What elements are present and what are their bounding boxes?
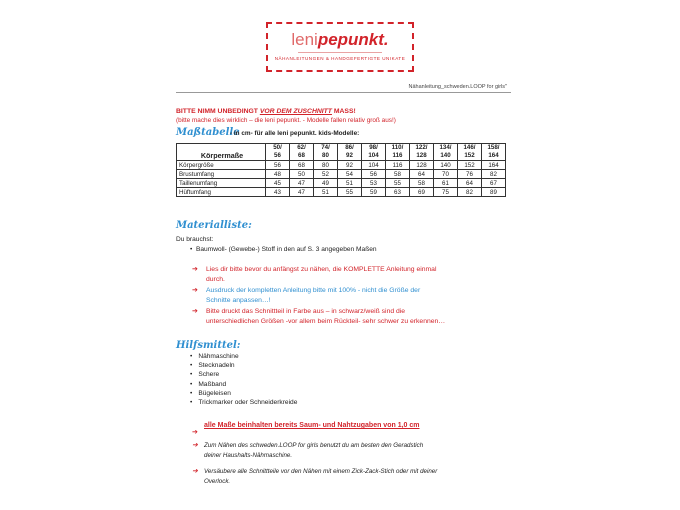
arrow-icon: ➔ — [192, 308, 198, 315]
arrow-icon: ➔ — [192, 287, 198, 294]
table-cell: 82 — [482, 170, 506, 179]
table-cell: 76 — [458, 170, 482, 179]
tip-overlock — [192, 467, 512, 486]
arrow-icon: ➔ — [192, 429, 198, 436]
tip-line: Zum Nähen des schweden.LOOP for girls benutzt du am besten den Geradstich — [204, 442, 424, 449]
logo-tagline: NÄHANLEITUNGEN & HANDGEFERTIGTE UNIKATE — [274, 56, 406, 61]
table-cell: 104 — [362, 161, 386, 170]
size-col-header: 134/ — [434, 144, 458, 153]
size-header-row-top — [177, 144, 506, 153]
table-cell: 48 — [266, 170, 290, 179]
table-cell: 45 — [266, 179, 290, 188]
arrow-icon: ➔ — [192, 266, 198, 273]
bullet-icon: • — [190, 246, 196, 253]
row-label: Hüftumfang — [177, 188, 266, 197]
warning-text-a: BITTE NIMM UNBEDINGT — [176, 108, 260, 115]
size-col-header: 98/ — [362, 144, 386, 153]
table-cell: 67 — [482, 179, 506, 188]
table-cell: 92 — [338, 161, 362, 170]
size-col-header: 50/ — [266, 144, 290, 153]
table-cell: 64 — [458, 179, 482, 188]
table-cell: 140 — [434, 161, 458, 170]
list-item: • Schere — [190, 370, 297, 379]
size-col-header: 80 — [314, 152, 338, 161]
size-col-header: 122/ — [410, 144, 434, 153]
table-cell: 164 — [482, 161, 506, 170]
table-cell: 80 — [314, 161, 338, 170]
warning-subtext: (bitte mache dies wirklich – die leni pepunkt. - Modelle fallen relativ groß aus!) — [176, 117, 396, 124]
size-col-header: 116 — [386, 152, 410, 161]
table-cell: 58 — [386, 170, 410, 179]
logo-name-part1: leni — [291, 30, 318, 49]
table-cell: 116 — [386, 161, 410, 170]
table-cell: 128 — [410, 161, 434, 170]
materials-note-read — [192, 265, 512, 285]
materials-need-label: Du brauchst: — [176, 236, 214, 243]
table-cell: 51 — [314, 188, 338, 197]
table-cell: 54 — [338, 170, 362, 179]
size-col-header: 56 — [266, 152, 290, 161]
table-cell: 61 — [434, 179, 458, 188]
header-divider — [176, 92, 511, 93]
seam-note-arrow — [192, 421, 198, 439]
table-cell: 68 — [290, 161, 314, 170]
size-col-header: 110/ — [386, 144, 410, 153]
table-cell: 53 — [362, 179, 386, 188]
size-col-header: 152 — [458, 152, 482, 161]
size-col-header: 164 — [482, 152, 506, 161]
table-cell: 152 — [458, 161, 482, 170]
table-cell: 64 — [410, 170, 434, 179]
note-line: Schnitte anpassen…! — [206, 297, 271, 304]
materials-note-color — [192, 307, 512, 327]
warning-text-emphasis: VOR DEM ZUSCHNITT — [259, 108, 332, 115]
logo — [266, 22, 414, 72]
page-header-title: Nähanleitung_schweden.LOOP for girls" — [408, 84, 507, 90]
table-row — [177, 170, 506, 179]
list-item: • Stecknadeln — [190, 361, 297, 370]
logo-wordmark — [268, 30, 412, 50]
table-cell: 43 — [266, 188, 290, 197]
row-label: Körpergröße — [177, 161, 266, 170]
table-cell: 69 — [410, 188, 434, 197]
table-cell: 51 — [338, 179, 362, 188]
table-cell: 59 — [362, 188, 386, 197]
arrow-icon: ➔ — [192, 468, 198, 475]
warning-text-c: MASS! — [331, 108, 356, 115]
size-col-header: 62/ — [290, 144, 314, 153]
table-cell: 55 — [386, 179, 410, 188]
size-table — [176, 143, 506, 197]
materials-item — [190, 246, 377, 253]
tip-straight-stitch — [192, 441, 512, 460]
table-cell: 56 — [266, 161, 290, 170]
table-row — [177, 179, 506, 188]
tip-line: Overlock. — [204, 477, 231, 485]
table-cell: 75 — [434, 188, 458, 197]
size-table-corner-label: Körpermaße — [177, 144, 266, 161]
size-col-header: 68 — [290, 152, 314, 161]
arrow-icon: ➔ — [192, 442, 198, 449]
table-row — [177, 161, 506, 170]
note-line: Bitte druckt das Schnittteil in Farbe aus – in schwarz/weiß sind die — [206, 308, 406, 315]
size-table-subtitle: - in cm- für alle leni pepunkt. kids-Modelle: — [230, 130, 360, 137]
tools-title: Hilfsmittel: — [176, 340, 241, 351]
table-cell: 52 — [314, 170, 338, 179]
note-line: Lies dir bitte bevor du anfängst zu nähen, die KOMPLETTE Anleitung einmal — [206, 266, 437, 273]
table-cell: 47 — [290, 188, 314, 197]
list-item: • Bügeleisen — [190, 389, 297, 398]
size-col-header: 92 — [338, 152, 362, 161]
size-col-header: 158/ — [482, 144, 506, 153]
table-cell: 50 — [290, 170, 314, 179]
materials-title: Materialliste: — [176, 220, 252, 231]
tip-line: Versäubere alle Schnittteile vor den Nähen mit einem Zick-Zack-Stich oder mit deiner — [204, 468, 438, 475]
logo-divider — [298, 52, 382, 53]
note-line: unterschiedlichen Größen -vor allem beim Rückteil- sehr schwer zu erkennen… — [206, 318, 446, 325]
table-cell: 82 — [458, 188, 482, 197]
list-item: • Trickmarker oder Schneiderkreide — [190, 398, 297, 407]
table-cell: 58 — [410, 179, 434, 188]
seam-allowance-note: alle Maße beinhalten bereits Saum- und Nahtzugaben von 1,0 cm — [204, 422, 420, 429]
tip-line: deiner Haushalts-Nähmaschine. — [204, 451, 293, 459]
logo-name-part2: pepunkt. — [317, 30, 389, 49]
size-col-header: 128 — [410, 152, 434, 161]
size-col-header: 86/ — [338, 144, 362, 153]
table-cell: 47 — [290, 179, 314, 188]
size-col-header: 104 — [362, 152, 386, 161]
materials-note-print — [192, 286, 512, 306]
table-cell: 55 — [338, 188, 362, 197]
list-item: • Nähmaschine — [190, 352, 297, 361]
table-row — [177, 188, 506, 197]
note-line: durch. — [206, 276, 225, 283]
tools-list — [190, 352, 297, 407]
note-line: Ausdruck der kompletten Anleitung bitte mit 100% - nicht die Größe der — [206, 287, 421, 294]
table-cell: 70 — [434, 170, 458, 179]
size-col-header: 140 — [434, 152, 458, 161]
row-label: Taillenumfang — [177, 179, 266, 188]
table-cell: 56 — [362, 170, 386, 179]
materials-item-text: Baumwoll- (Gewebe-) Stoff in den auf S. 3 angegeben Maßen — [195, 246, 377, 253]
row-label: Brustumfang — [177, 170, 266, 179]
table-cell: 63 — [386, 188, 410, 197]
warning-heading — [176, 108, 356, 115]
table-cell: 49 — [314, 179, 338, 188]
table-cell: 89 — [482, 188, 506, 197]
size-table-title: Maßtabelle — [176, 127, 240, 138]
size-col-header: 74/ — [314, 144, 338, 153]
list-item: • Maßband — [190, 380, 297, 389]
size-col-header: 146/ — [458, 144, 482, 153]
